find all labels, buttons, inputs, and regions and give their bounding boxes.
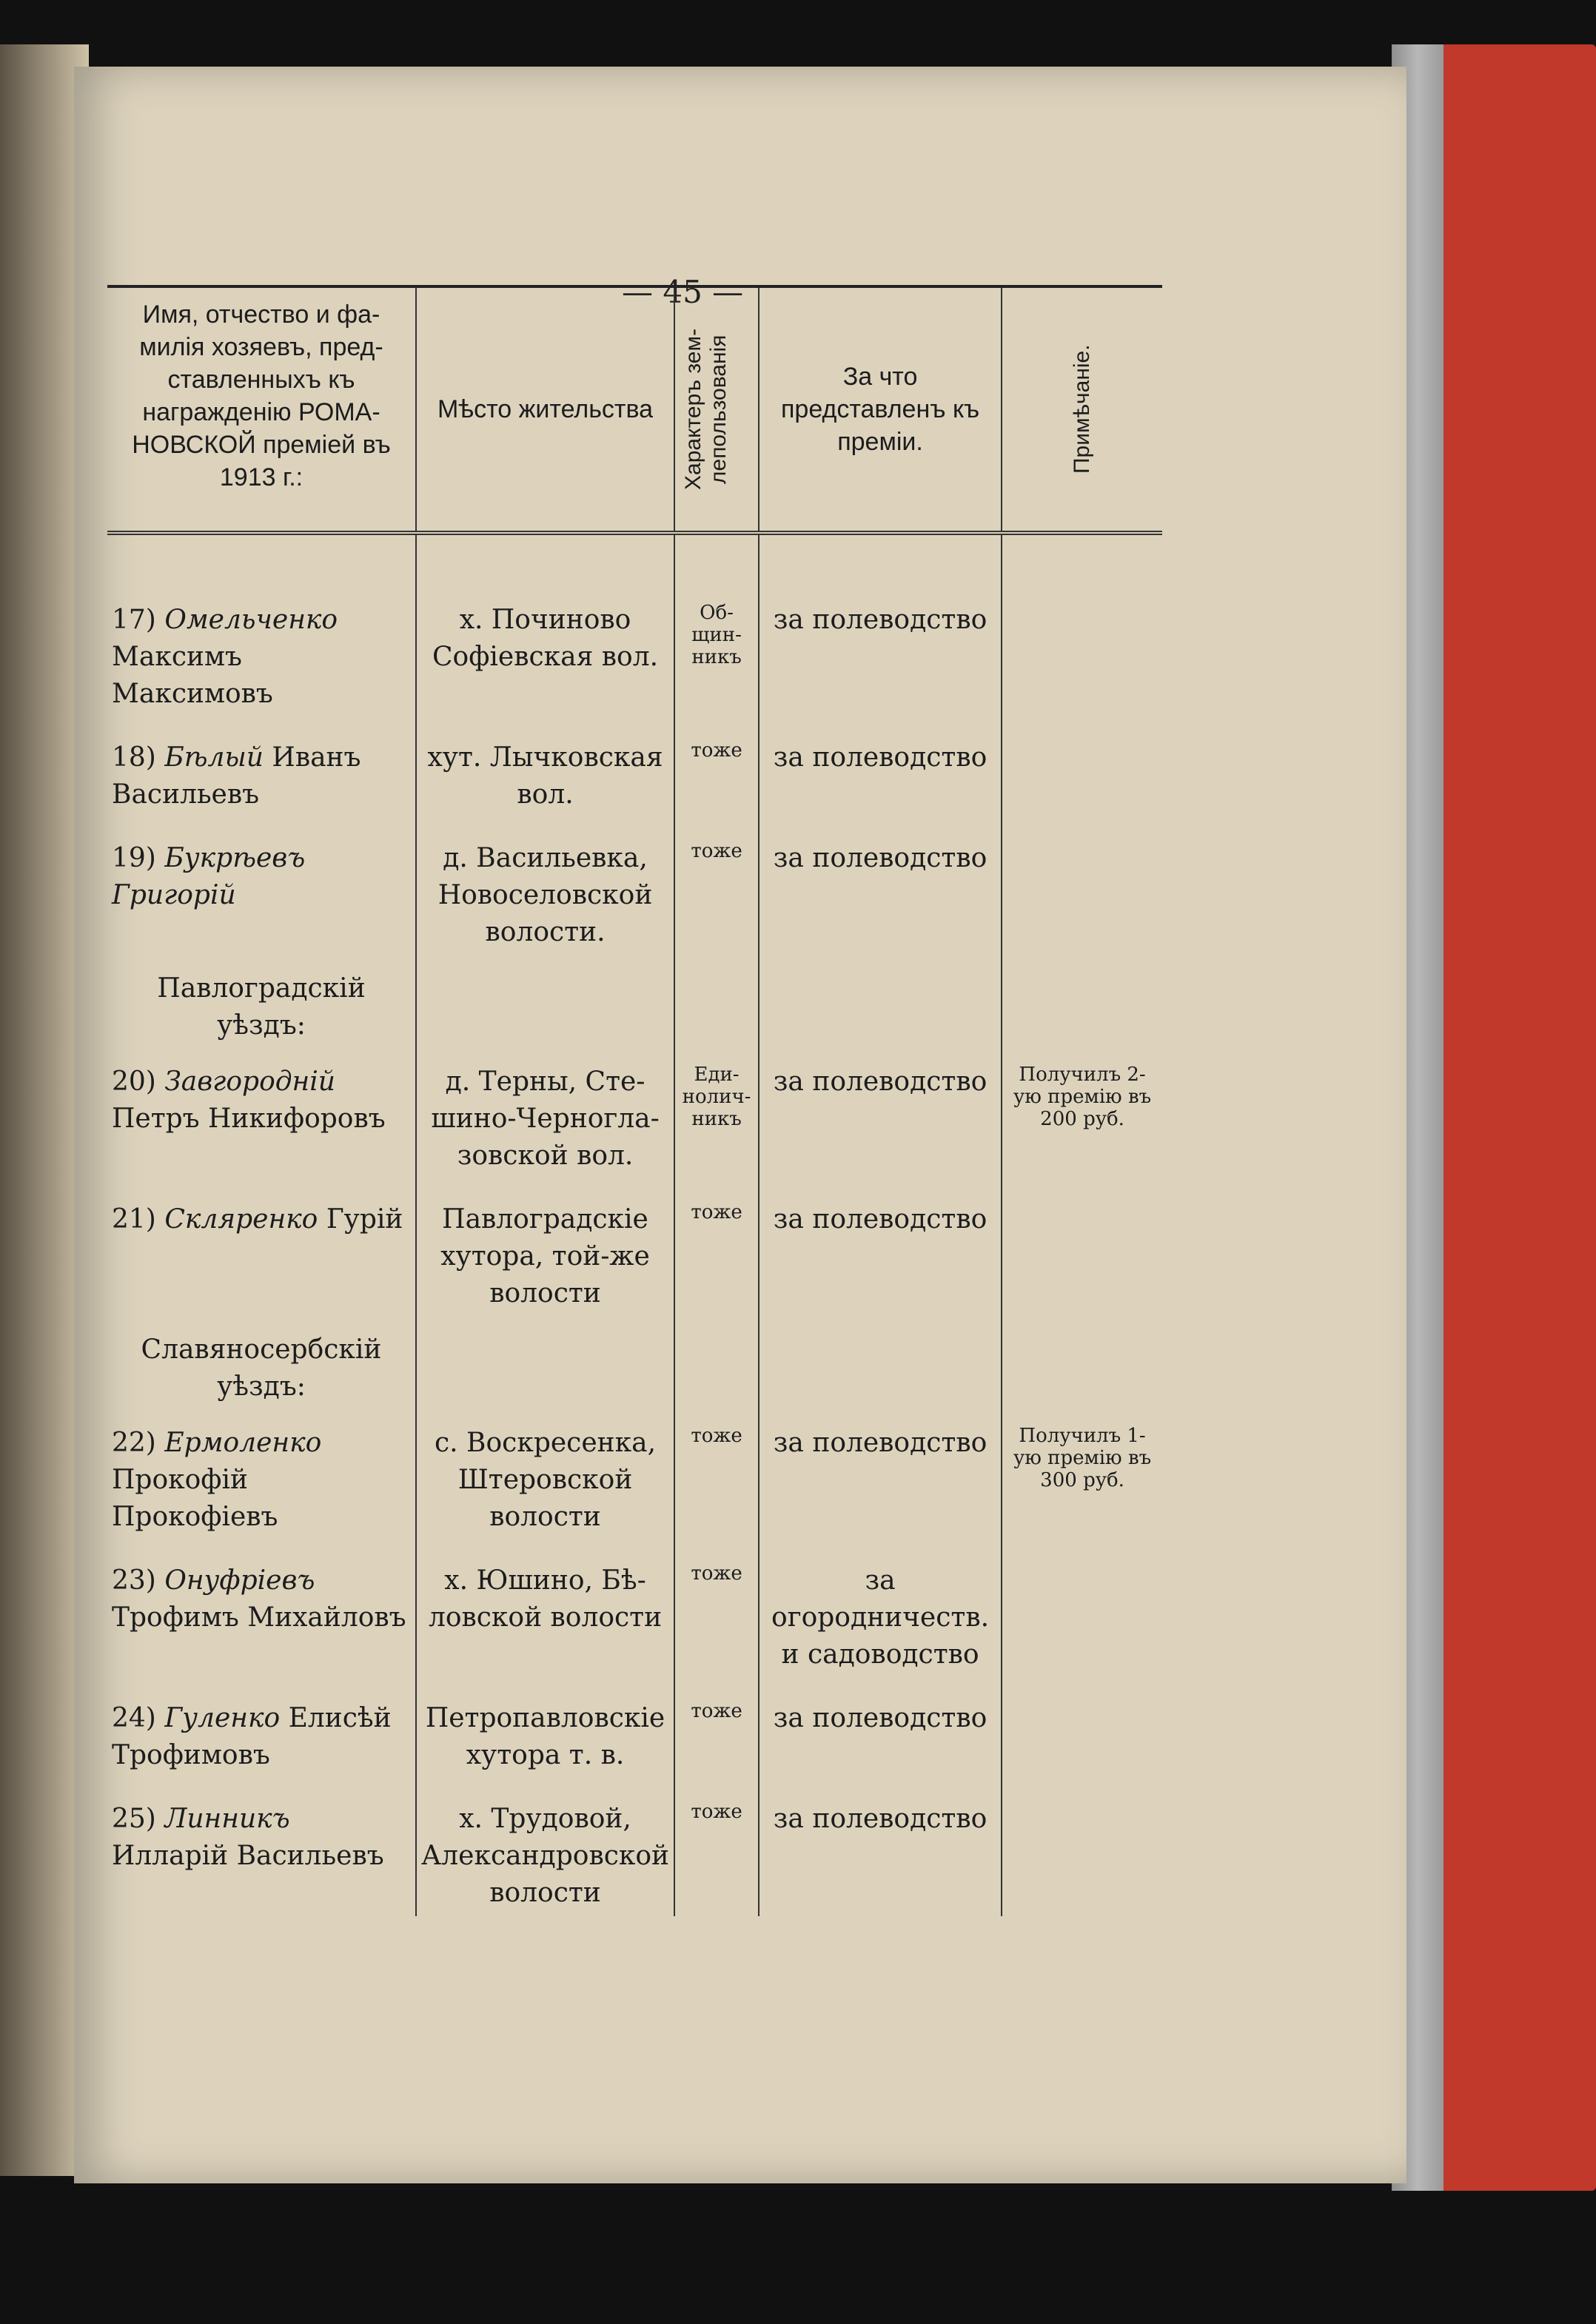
- district-row: [107, 956, 1162, 1049]
- row-number: 19): [112, 843, 156, 873]
- note-cell: [1002, 818, 1162, 956]
- table-header: [107, 286, 1162, 533]
- note-cell: Получилъ 2-ую премію въ 200 руб.: [1002, 1049, 1162, 1179]
- land-use-cell: тоже: [674, 1410, 759, 1540]
- surname: Завгородній: [164, 1067, 335, 1097]
- note-cell: [1002, 1779, 1162, 1916]
- table-row: [107, 717, 1162, 818]
- reason-cell: за полеводство: [759, 1179, 1002, 1317]
- land-use-cell: Об- щин- никъ: [674, 533, 759, 717]
- note-cell: [1002, 1179, 1162, 1317]
- header-note: [1002, 286, 1162, 533]
- land-use-cell: тоже: [674, 818, 759, 956]
- land-use-cell: тоже: [674, 1678, 759, 1779]
- name-cell: [107, 1049, 416, 1179]
- table-row: [107, 1179, 1162, 1317]
- table-row: [107, 1540, 1162, 1678]
- table-row: [107, 1049, 1162, 1179]
- place-cell: х. Трудовой, Александровской волости: [416, 1779, 674, 1916]
- surname: Скляренко: [164, 1204, 318, 1235]
- empty-cell: [1002, 1317, 1162, 1410]
- land-use-cell: тоже: [674, 1179, 759, 1317]
- surname: Линникъ: [164, 1804, 290, 1834]
- given-names: Максимъ Максимовъ: [112, 642, 273, 709]
- surname: Онуфріевъ: [164, 1565, 315, 1596]
- given-names: Петръ Никифоровъ: [112, 1104, 386, 1134]
- surname: Гуленко: [164, 1703, 281, 1733]
- empty-cell: [674, 1317, 759, 1410]
- row-number: 24): [112, 1703, 156, 1733]
- surname: Букрѣевъ Григорій: [112, 843, 306, 910]
- name-cell: [107, 1678, 416, 1779]
- district-label: Славяносербскій уѣздъ:: [141, 1334, 382, 1402]
- land-use-cell: тоже: [674, 1779, 759, 1916]
- row-number: 21): [112, 1204, 156, 1235]
- note-cell: Получилъ 1-ую премію въ 300 руб.: [1002, 1410, 1162, 1540]
- header-for-text: За что представленъ къ преміи.: [781, 363, 980, 456]
- land-use-cell: тоже: [674, 717, 759, 818]
- name-cell: [107, 717, 416, 818]
- land-use-cell: Еди- нолич- никъ: [674, 1049, 759, 1179]
- header-note-text: Примѣчаніе.: [1070, 344, 1095, 474]
- header-land: [674, 286, 759, 533]
- note-cell: [1002, 533, 1162, 717]
- land-use-cell: тоже: [674, 1540, 759, 1678]
- place-cell: д. Терны, Сте- шино-Черногла- зовской вол.: [416, 1049, 674, 1179]
- empty-cell: [1002, 956, 1162, 1049]
- table-row: [107, 533, 1162, 717]
- place-cell: х. Починово Софіевская вол.: [416, 533, 674, 717]
- name-cell: [107, 1779, 416, 1916]
- table-row: [107, 1779, 1162, 1916]
- given-names: Илларій Васильевъ: [112, 1841, 384, 1871]
- reason-cell: за полеводство: [759, 818, 1002, 956]
- district-label: Павлоградскій уѣздъ:: [157, 973, 366, 1041]
- header-place-text: Мѣсто жительства: [437, 395, 654, 423]
- place-cell: д. Васильевка, Новоселовской волости.: [416, 818, 674, 956]
- name-cell: [107, 818, 416, 956]
- row-number: 17): [112, 605, 156, 635]
- note-cell: [1002, 1540, 1162, 1678]
- place-cell: х. Юшино, Бѣ- ловской волости: [416, 1540, 674, 1678]
- district-row: [107, 1317, 1162, 1410]
- row-number: 20): [112, 1067, 156, 1097]
- empty-cell: [759, 1317, 1002, 1410]
- reason-cell: за полеводство: [759, 1049, 1002, 1179]
- given-names: Прокофій Прокофіевъ: [112, 1465, 278, 1532]
- name-cell: [107, 1540, 416, 1678]
- table-body: [107, 533, 1162, 1916]
- place-cell: хут. Лычковская вол.: [416, 717, 674, 818]
- given-names: Елисѣй Трофимовъ: [112, 1703, 392, 1770]
- empty-cell: [416, 956, 674, 1049]
- header-name: Имя, отчество и фа- милія хозяевъ, пред- ставленныхъ къ награжденію РОМА- НОВСКОЙ преміей въ 1913 г.:: [107, 286, 416, 533]
- header-land-text: Характеръ зем- лепользованія: [681, 328, 731, 491]
- empty-cell: [759, 956, 1002, 1049]
- given-names: Гурій: [326, 1204, 403, 1235]
- place-cell: с. Воскресенка, Штеровской волости: [416, 1410, 674, 1540]
- name-cell: [107, 1410, 416, 1540]
- given-names: Иванъ Васильевъ: [112, 742, 361, 810]
- table-row: [107, 818, 1162, 956]
- row-number: 25): [112, 1804, 156, 1834]
- header-for: [759, 286, 1002, 533]
- reason-cell: за полеводство: [759, 1779, 1002, 1916]
- note-cell: [1002, 717, 1162, 818]
- row-number: 23): [112, 1565, 156, 1596]
- nominees-table: [107, 285, 1162, 1916]
- reason-cell: за полеводство: [759, 1678, 1002, 1779]
- surname: Ермоленко: [164, 1428, 322, 1458]
- name-cell: [107, 1179, 416, 1317]
- name-cell: [107, 533, 416, 717]
- row-number: 22): [112, 1428, 156, 1458]
- reason-cell: за полеводство: [759, 533, 1002, 717]
- place-cell: Павлоградскіе хутора, той-же волости: [416, 1179, 674, 1317]
- surname: Омельченко: [164, 605, 338, 635]
- table-row: [107, 1410, 1162, 1540]
- note-cell: [1002, 1678, 1162, 1779]
- header-place: [416, 286, 674, 533]
- table-row: [107, 1678, 1162, 1779]
- reason-cell: за полеводство: [759, 717, 1002, 818]
- given-names: Трофимъ Михайловъ: [112, 1602, 406, 1633]
- empty-cell: [416, 1317, 674, 1410]
- reason-cell: за огородничеств. и садоводство: [759, 1540, 1002, 1678]
- place-cell: Петропавловскіе хутора т. в.: [416, 1678, 674, 1779]
- empty-cell: [674, 956, 759, 1049]
- page-number: — 45 —: [622, 274, 744, 310]
- reason-cell: за полеводство: [759, 1410, 1002, 1540]
- book-cover: [1392, 44, 1596, 2191]
- surname: Бѣлый: [164, 742, 264, 773]
- row-number: 18): [112, 742, 156, 773]
